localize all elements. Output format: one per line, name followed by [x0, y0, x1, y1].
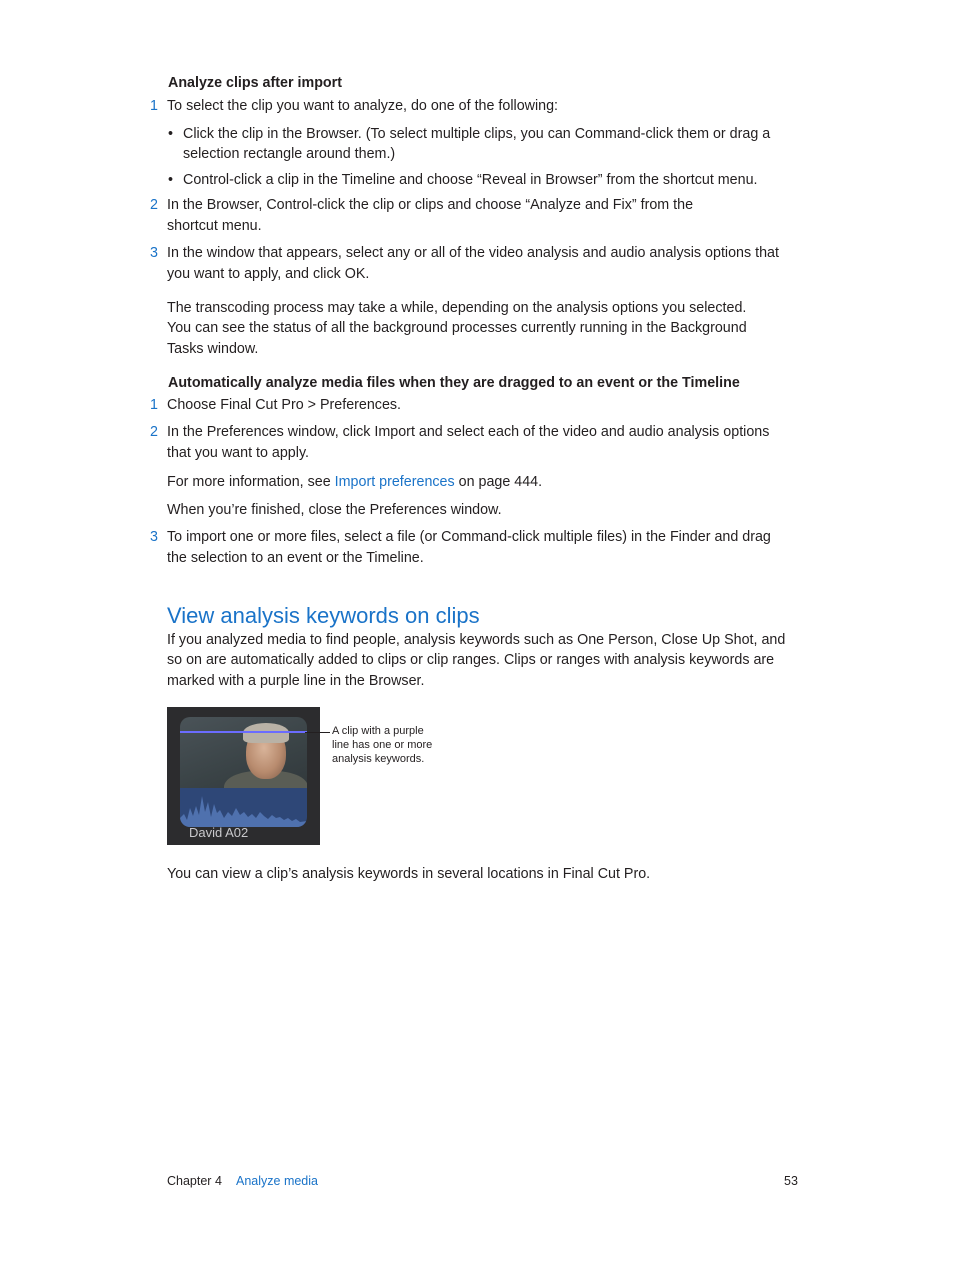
step-number: 3: [150, 529, 158, 545]
section-title: View analysis keywords on clips: [167, 603, 480, 628]
step-text: In the Browser, Control-click the clip or clips and choose “Analyze and Fix” from the: [167, 197, 694, 213]
step-number: 1: [150, 397, 158, 413]
step-text: In the Preferences window, click Import and select each of the video and audio analysis options: [167, 424, 770, 440]
step-number: 1: [150, 98, 158, 114]
step-text-cont: shortcut menu.: [167, 218, 262, 234]
step-number: 3: [150, 245, 158, 261]
footer-chapter: Chapter 4: [167, 1174, 222, 1188]
clip-name: David A02: [189, 825, 249, 840]
clip-thumbnail: [180, 717, 307, 827]
step-number: 2: [150, 424, 158, 440]
finished-text: When you’re finished, close the Preferences window.: [167, 502, 502, 518]
callout-line-1: A clip with a purple: [332, 725, 424, 737]
more-info-text: [167, 472, 807, 493]
audio-waveform: [180, 788, 307, 827]
person-hair: [243, 723, 289, 743]
step-text: To import one or more files, select a file (or Command-click multiple files) in the Finder and drag: [167, 529, 771, 545]
step-text-cont: you want to apply, and click OK.: [167, 266, 370, 282]
callout-line-2: line has one or more: [332, 739, 433, 751]
section-paragraph: If you analyzed media to find people, analysis keywords such as One Person, Close Up Shot, and: [167, 632, 786, 648]
step-text-cont: that you want to apply.: [167, 445, 309, 461]
bullet-text: Control-click a clip in the Timeline and choose “Reveal in Browser” from the shortcut menu.: [183, 172, 758, 188]
step-text: Choose Final Cut Pro > Preferences.: [167, 397, 402, 413]
step-text: In the window that appears, select any or all of the video analysis and audio analysis options that: [167, 245, 779, 261]
callout-line-3: analysis keywords.: [332, 753, 425, 765]
step-number: 2: [150, 197, 158, 213]
clip-thumbnail-figure: [167, 707, 320, 845]
bullet-text-cont: selection rectangle around them.): [183, 146, 396, 162]
note-text: The transcoding process may take a while, depending on the analysis options you selected.: [167, 300, 747, 316]
analysis-keyword-line: [180, 731, 307, 733]
more-info-prefix: For more information, see: [167, 474, 335, 490]
note-text: Tasks window.: [167, 341, 259, 357]
subheading-auto-analyze: Automatically analyze media files when they are dragged to an event or the Timeline: [168, 375, 740, 391]
bullet-marker: •: [168, 126, 174, 142]
callout-leader-line: [305, 732, 330, 733]
waveform-icon: [180, 788, 307, 827]
subheading-analyze-after-import: Analyze clips after import: [168, 75, 342, 91]
import-preferences-link[interactable]: Import preferences: [334, 474, 455, 490]
callout-label: [332, 724, 452, 766]
note-text: You can see the status of all the background processes currently running in the Background: [167, 320, 747, 336]
bullet-marker: •: [168, 172, 174, 188]
step-text: To select the clip you want to analyze, do one of the following:: [167, 98, 559, 114]
closing-text: You can view a clip’s analysis keywords in several locations in Final Cut Pro.: [167, 866, 651, 882]
footer-chapter-title-link[interactable]: Analyze media: [236, 1174, 318, 1188]
page-number: 53: [784, 1174, 798, 1188]
step-text-cont: the selection to an event or the Timeline.: [167, 550, 424, 566]
section-paragraph: so on are automatically added to clips or clip ranges. Clips or ranges with analysis keywords are: [167, 652, 775, 668]
section-paragraph: marked with a purple line in the Browser.: [167, 673, 425, 689]
more-info-suffix: on page 444.: [454, 474, 543, 490]
bullet-text: Click the clip in the Browser. (To select multiple clips, you can Command-click them or drag a: [183, 126, 771, 142]
